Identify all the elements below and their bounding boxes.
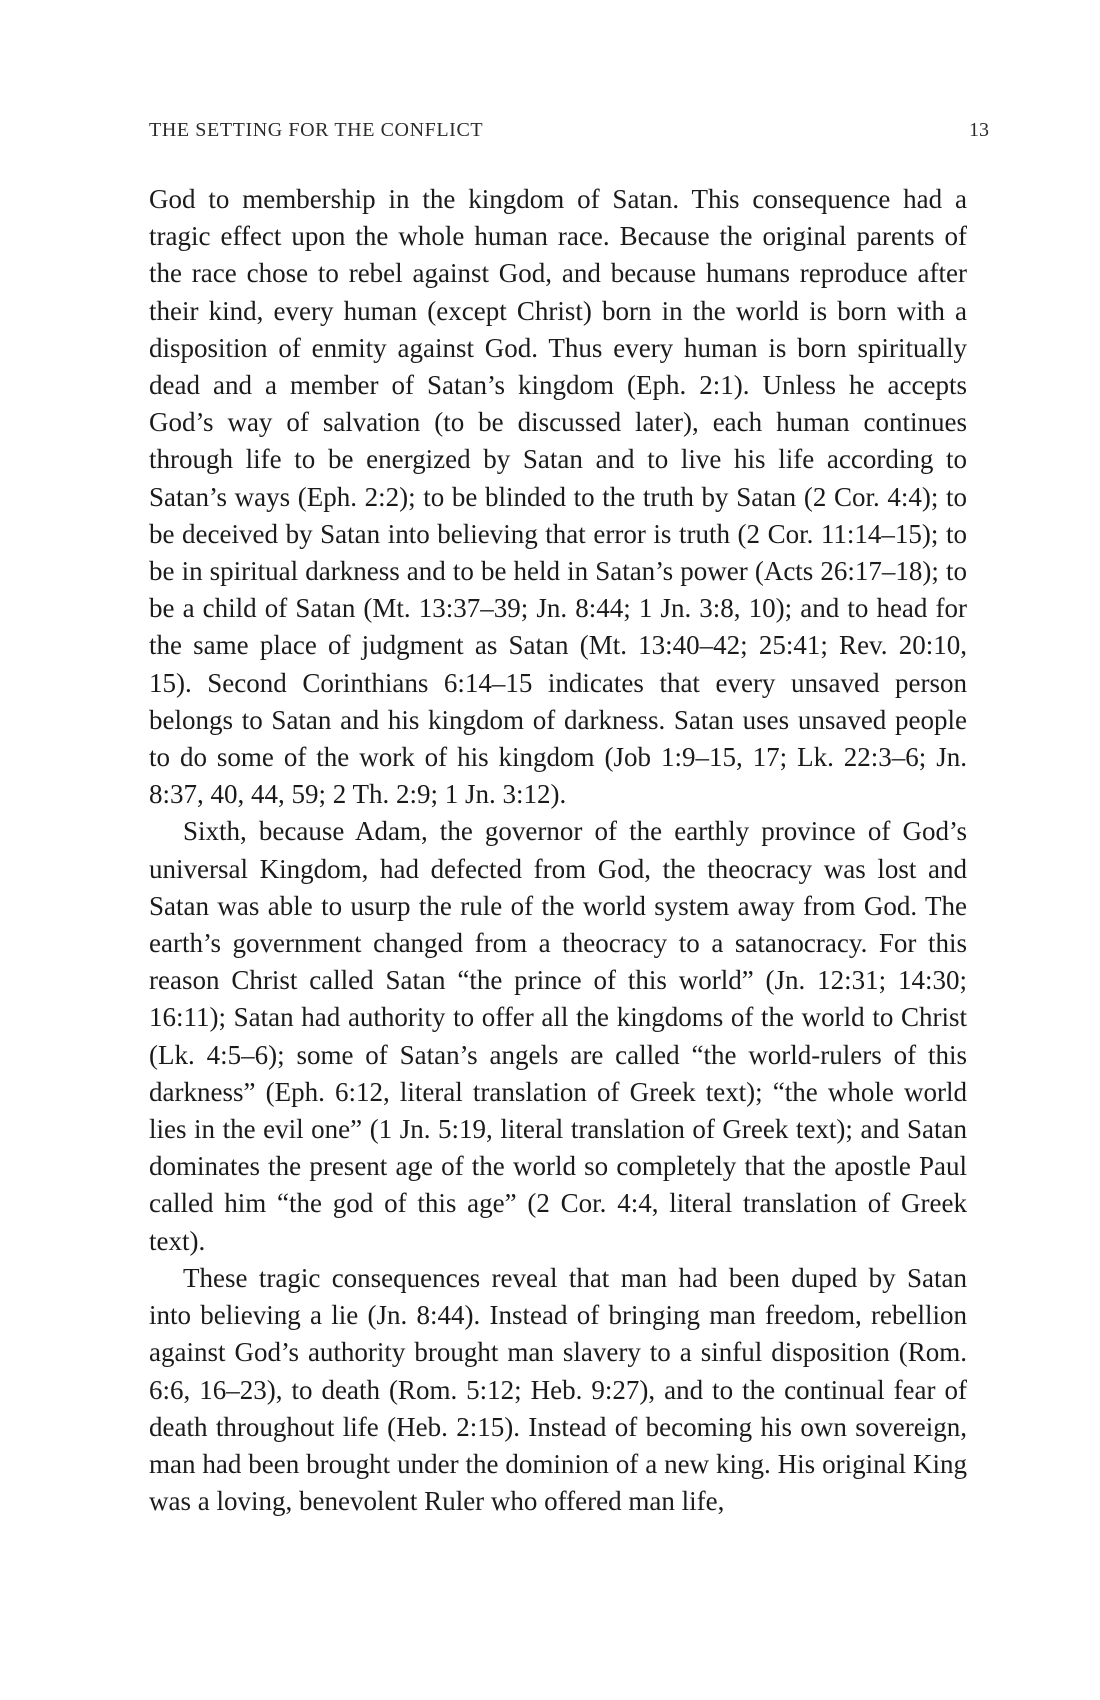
running-title: THE SETTING FOR THE CONFLICT [149, 119, 484, 141]
paragraph-sixth-consequence: Sixth, because Adam, the governor of the earthly province of God’s universal Kingdom, had defected from God, the theocracy was lost and Satan was able to usurp the rule of the world system away from God. The earth’s government changed from a theocracy to a satanocracy. For this reason Christ called Satan “the prince of this world” (Jn. 12:31; 14:30; 16:11); Satan had authority to offer all the kingdoms of the world to Christ (Lk. 4:5–6); some of Satan’s angels are called “the world-rulers of this darkness” (Eph. 6:12, literal translation of Greek text); “the whole world lies in the evil one” (1 Jn. 5:19, literal translation of Greek text); and Satan dominates the present age of the world so completely that the apostle Paul called him “the god of this age” (2 Cor. 4:4, literal translation of Greek text). [149, 816, 967, 1256]
page-number: 13 [969, 119, 989, 141]
paragraph-tragic-consequences: These tragic consequences reveal that man had been duped by Satan into believing a lie (Jn. 8:44). Instead of bringing man freedom, rebellion against God’s authority brought man slavery to a sinful disposition (Rom. 6:6, 16–23), to death (Rom. 5:12; Heb. 9:27), and to the continual fear of death throughout life (Heb. 2:15). Instead of becoming his own sovereign, man had been brought under the dominion of a new king. His original King was a loving, benevolent Ruler who offered man life, [149, 1262, 967, 1517]
running-header [149, 119, 989, 143]
body-text [149, 181, 967, 1520]
paragraph-continuation: God to membership in the kingdom of Satan. This consequence had a tragic effect upon the whole human race. Because the original parents of the race chose to rebel against God, and because humans reproduce after their kind, every human (except Christ) born in the world is born with a disposition of enmity against God. Thus every human is born spiritually dead and a member of Satan’s kingdom (Eph. 2:1). Unless he accepts God’s way of salvation (to be discussed later), each human continues through life to be energized by Satan and to live his life according to Satan’s ways (Eph. 2:2); to be blinded to the truth by Satan (2 Cor. 4:4); to be deceived by Satan into believing that error is truth (2 Cor. 11:14–15); to be in spiritual darkness and to be held in Satan’s power (Acts 26:17–18); to be a child of Satan (Mt. 13:37–39; Jn. 8:44; 1 Jn. 3:8, 10); and to head for the same place of judgment as Satan (Mt. 13:40–42; 25:41; Rev. 20:10, 15). Second Corinthians 6:14–15 indicates that every unsaved person belongs to Satan and his kingdom of darkness. Satan uses unsaved people to do some of the work of his kingdom (Job 1:9–15, 17; Lk. 22:3–6; Jn. 8:37, 40, 44, 59; 2 Th. 2:9; 1 Jn. 3:12). [149, 184, 967, 810]
